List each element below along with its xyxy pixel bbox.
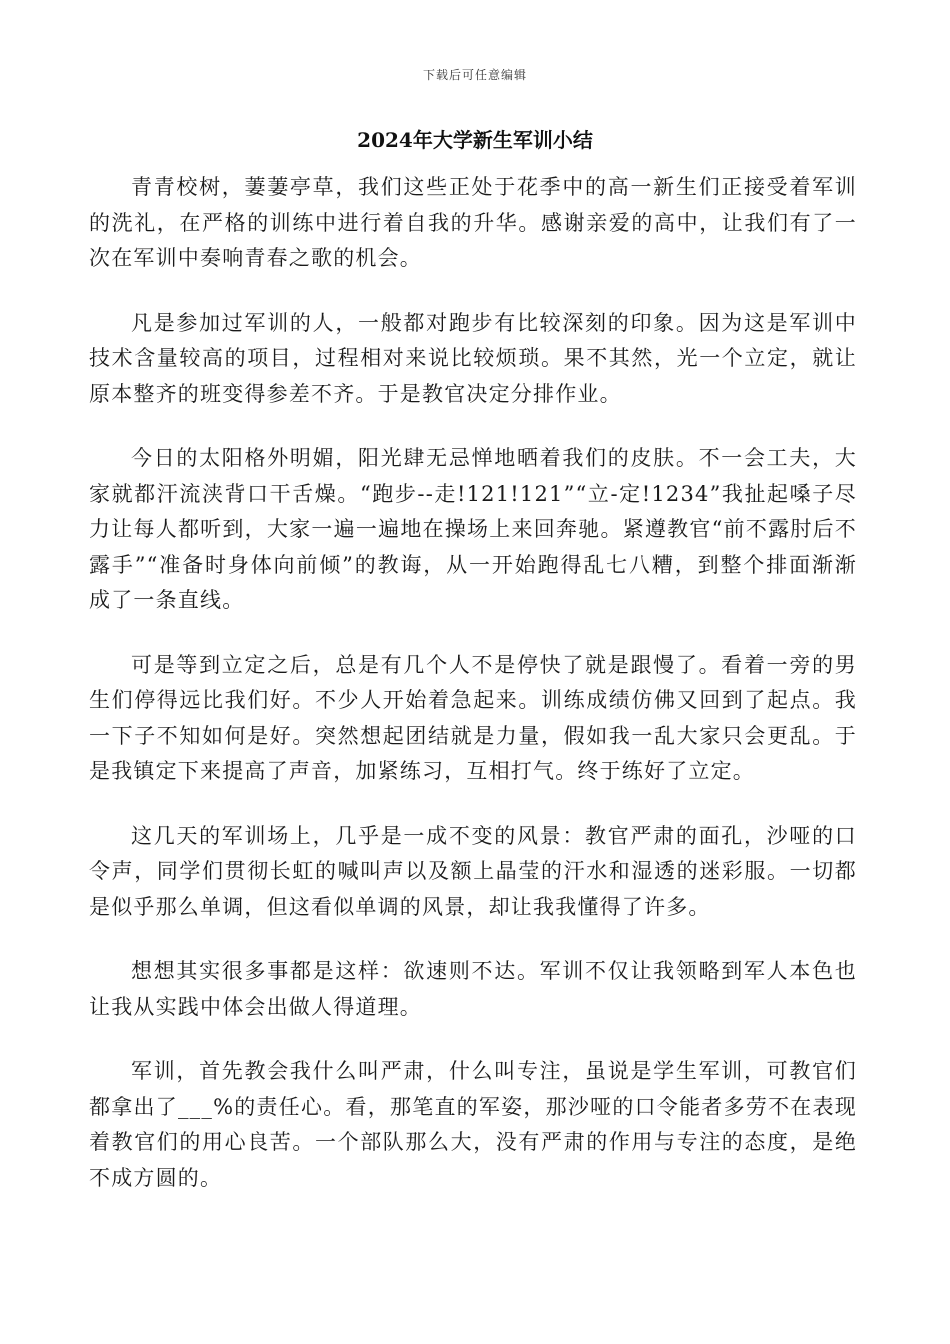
paragraph: 今日的太阳格外明媚，阳光肆无忌惮地晒着我们的皮肤。不一会工夫，大家就都汗流浃背口干舌燥。“跑步--走!121!121”“立-定!1234”我扯起嗓子尽力让每人都听到，大家一遍一遍地在操场上来回奔驰。紧遵教官“前不露肘后不露手”“准备时身体向前倾”的教诲，从一开始跑得乱七八糟，到整个排面渐渐成了一条直线。 <box>89 446 857 612</box>
paragraph: 想想其实很多事都是这样：欲速则不达。军训不仅让我领略到军人本色也让我从实践中体会出做人得道理。 <box>89 959 857 1019</box>
paragraph: 凡是参加过军训的人，一般都对跑步有比较深刻的印象。因为这是军训中技术含量较高的项目，过程相对来说比较烦琐。果不其然，光一个立定，就让原本整齐的班变得参差不齐。于是教官决定分排作业。 <box>89 310 857 406</box>
header-note: 下载后可任意编辑 <box>422 68 527 82</box>
document-title: 2024年大学新生军训小结 <box>357 128 593 152</box>
paragraph: 青青校树，萋萋亭草，我们这些正处于花季中的高一新生们正接受着军训的洗礼，在严格的训练中进行着自我的升华。感谢亲爱的高中，让我们有了一次在军训中奏响青春之歌的机会。 <box>89 175 857 270</box>
paragraph: 军训，首先教会我什么叫严肃，什么叫专注，虽说是学生军训，可教官们都拿出了___%的责任心。看，那笔直的军姿，那沙哑的口令能者多劳不在表现着教官们的用心良苦。一个部队那么大，没有严肃的作用与专注的态度，是绝不成方圆的。 <box>89 1059 857 1190</box>
paragraph: 可是等到立定之后，总是有几个人不是停快了就是跟慢了。看着一旁的男生们停得远比我们好。不少人开始着急起来。训练成绩仿佛又回到了起点。我一下子不知如何是好。突然想起团结就是力量，假如我一乱大家只会更乱。于是我镇定下来提高了声音，加紧练习，互相打气。终于练好了立定。 <box>89 652 857 783</box>
paragraph: 这几天的军训场上，几乎是一成不变的风景：教官严肃的面孔，沙哑的口令声，同学们贯彻长虹的喊叫声以及额上晶莹的汗水和湿透的迷彩服。一切都是似乎那么单调，但这看似单调的风景，却让我我懂得了许多。 <box>89 823 857 919</box>
document-body <box>89 170 857 1225</box>
